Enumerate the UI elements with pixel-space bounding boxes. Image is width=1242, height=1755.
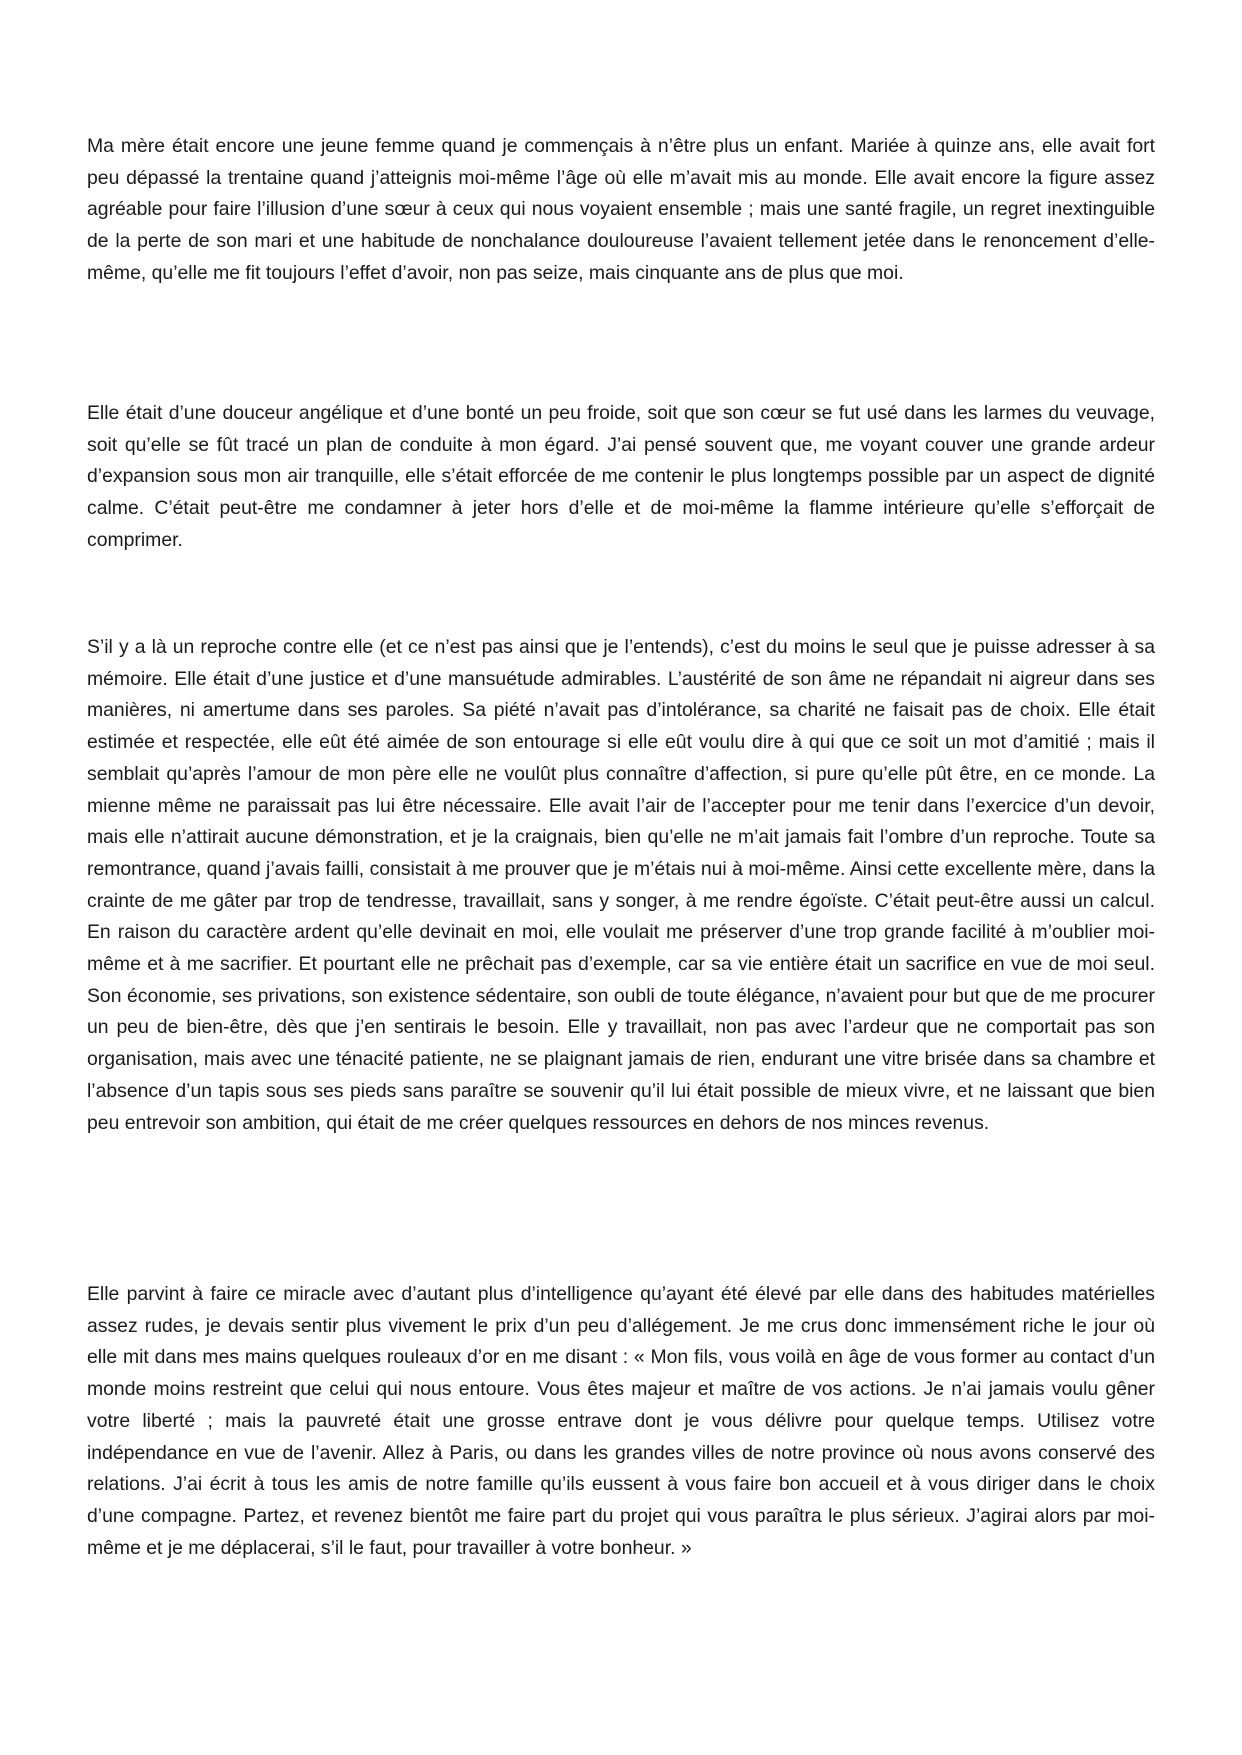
paragraph-2: Elle était d’une douceur angélique et d’une bonté un peu froide, soit que son cœur se fut usé dans les larmes du veuvage, soit qu’elle se fût tracé un plan de conduite à mon égard. J’ai pensé souvent que, me voyant couver une grande ardeur d’expansion sous mon air tranquille, elle s’était efforcée de me contenir le plus longtemps possible par un aspect de dignité calme. C’était peut-être me condamner à jeter hors d’elle et de moi-même la flamme intérieure qu’elle s’efforçait de comprimer.: [87, 402, 1155, 551]
paragraph-1: Ma mère était encore une jeune femme quand je commençais à n’être plus un enfant. Mariée à quinze ans, elle avait fort peu dépassé la trentaine quand j’atteignis moi-même l’âge où elle m’avait mis au monde. Elle avait encore la figure assez agréable pour faire l’illusion d’une sœur à ceux qui nous voyaient ensemble ; mais une santé fragile, un regret inextinguible de la perte de son mari et une habitude de nonchalance douloureuse l’avaient tellement jetée dans le renoncement d’elle-même, qu’elle me fit toujours l’effet d’avoir, non pas seize, mais cinquante ans de plus que moi.: [87, 135, 1155, 284]
paragraph-4: Elle parvint à faire ce miracle avec d’autant plus d’intelligence qu’ayant été élevé par elle dans des habitudes matérielles assez rudes, je devais sentir plus vivement le prix d’un peu d’allégement. Je me crus donc immensément riche le jour où elle mit dans mes mains quelques rouleaux d’or en me disant : « Mon fils, vous voilà en âge de vous former au contact d’un monde moins restreint que celui qui nous entoure. Vous êtes majeur et maître de vos actions. Je n’ai jamais voulu gêner votre liberté ; mais la pauvreté était une grosse entrave dont je vous délivre pour quelque temps. Utilisez votre indépendance en vue de l’avenir. Allez à Paris, ou dans les grandes villes de notre province où nous avons conservé des relations. J’ai écrit à tous les amis de notre famille qu’ils eussent à vous faire bon accueil et à vous diriger dans le choix d’une compagne. Partez, et revenez bientôt me faire part du projet qui vous paraîtra le plus sérieux. J’agirai alors par moi-même et je me déplacerai, s’il le faut, pour travailler à votre bonheur. »: [87, 1283, 1155, 1559]
paragraph-3: S’il y a là un reproche contre elle (et ce n’est pas ainsi que je l’entends), c’est du moins le seul que je puisse adresser à sa mémoire. Elle était d’une justice et d’une mansuétude admirables. L’austérité de son âme ne répandait ni aigreur dans ses manières, ni amertume dans ses paroles. Sa piété n’avait pas d’intolérance, sa charité ne faisait pas de choix. Elle était estimée et respectée, elle eût été aimée de son entourage si elle eût voulu dire à qui que ce soit un mot d’amitié ; mais il semblait qu’après l’amour de mon père elle ne voulût plus connaître d’affection, si pure qu’elle pût être, en ce monde. La mienne même ne paraissait pas lui être nécessaire. Elle avait l’air de l’accepter pour me tenir dans l’exercice d’un devoir, mais elle n’attirait aucune démonstration, et je la craignais, bien qu’elle ne m’ait jamais fait l’ombre d’un reproche. Toute sa remontrance, quand j’avais failli, consistait à me prouver que je m’étais nui à moi-même. Ainsi cette excellente mère, dans la crainte de me gâter par trop de tendresse, travaillait, sans y songer, à me rendre égoïste. C’était peut-être aussi un calcul. En raison du caractère ardent qu’elle devinait en moi, elle voulait me préserver d’une trop grande facilité à m’oublier moi-même et à me sacrifier. Et pourtant elle ne prêchait pas d’exemple, car sa vie entière était un sacrifice en vue de moi seul. Son économie, ses privations, son existence sédentaire, son oubli de toute élégance, n’avaient pour but que de me procurer un peu de bien-être, dès que j’en sentirais le besoin. Elle y travaillait, non pas avec l’ardeur que ne comportait pas son organisation, mais avec une ténacité patiente, ne se plaignant jamais de rien, endurant une vitre brisée dans sa chambre et l’absence d’un tapis sous ses pieds sans paraître se souvenir qu’il lui était possible de mieux vivre, et ne laissant que bien peu entrevoir son ambition, qui était de me créer quelques ressources en dehors de nos minces revenus.: [87, 636, 1155, 1134]
